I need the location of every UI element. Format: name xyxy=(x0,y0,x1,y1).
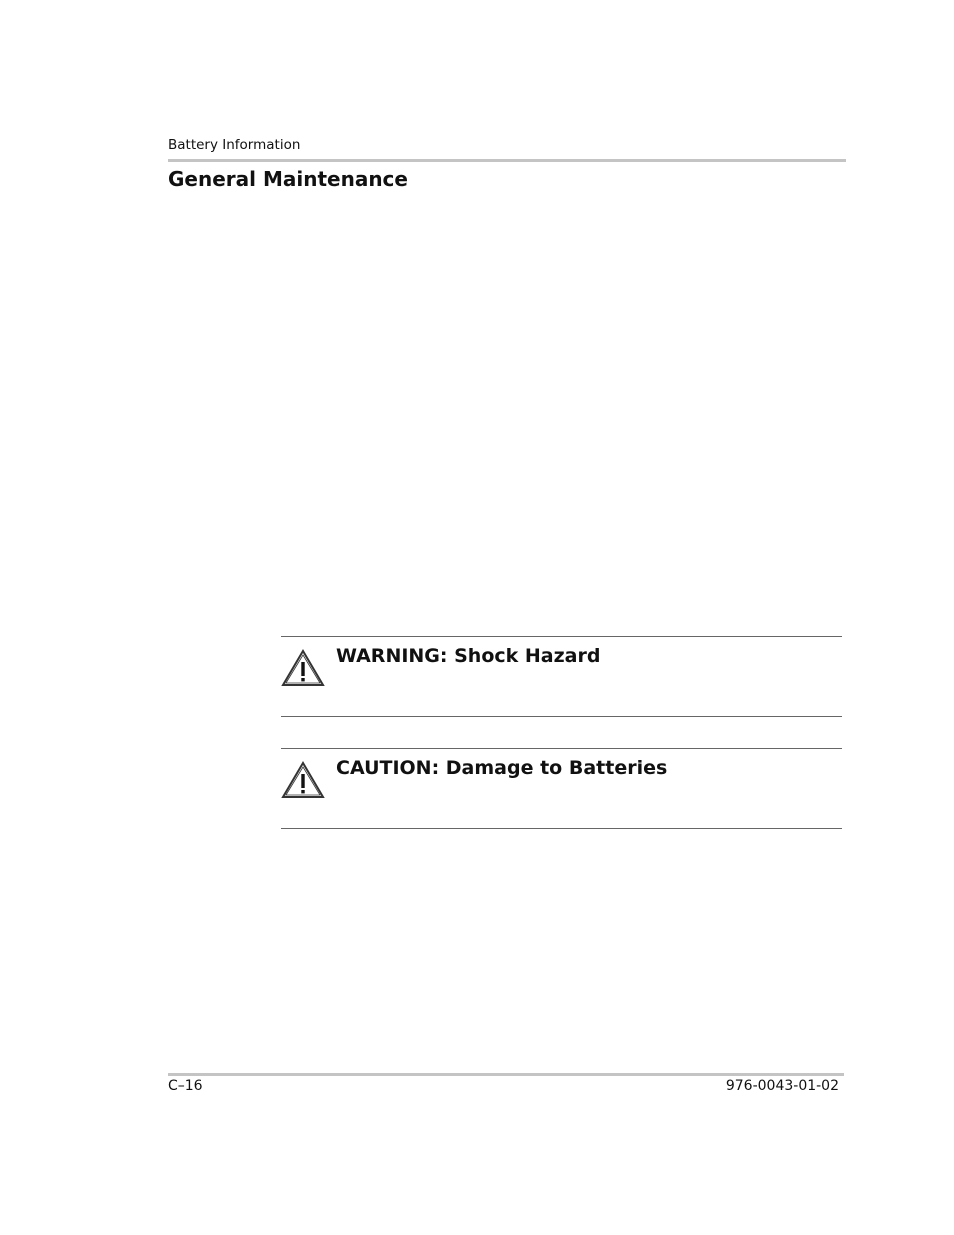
footer-rule xyxy=(168,1073,844,1076)
warning-heading: WARNING: Shock Hazard xyxy=(336,645,601,667)
section-title: General Maintenance xyxy=(168,167,408,191)
document-number: 976-0043-01-02 xyxy=(725,1078,839,1094)
caution-notice xyxy=(281,748,842,829)
warning-triangle-icon xyxy=(281,761,325,799)
caution-heading: CAUTION: Damage to Batteries xyxy=(336,757,668,779)
warning-triangle-icon xyxy=(281,649,325,687)
header-rule xyxy=(168,159,846,162)
warning-notice xyxy=(281,636,842,717)
running-header: Battery Information xyxy=(168,137,301,153)
page-number: C–16 xyxy=(168,1078,203,1094)
